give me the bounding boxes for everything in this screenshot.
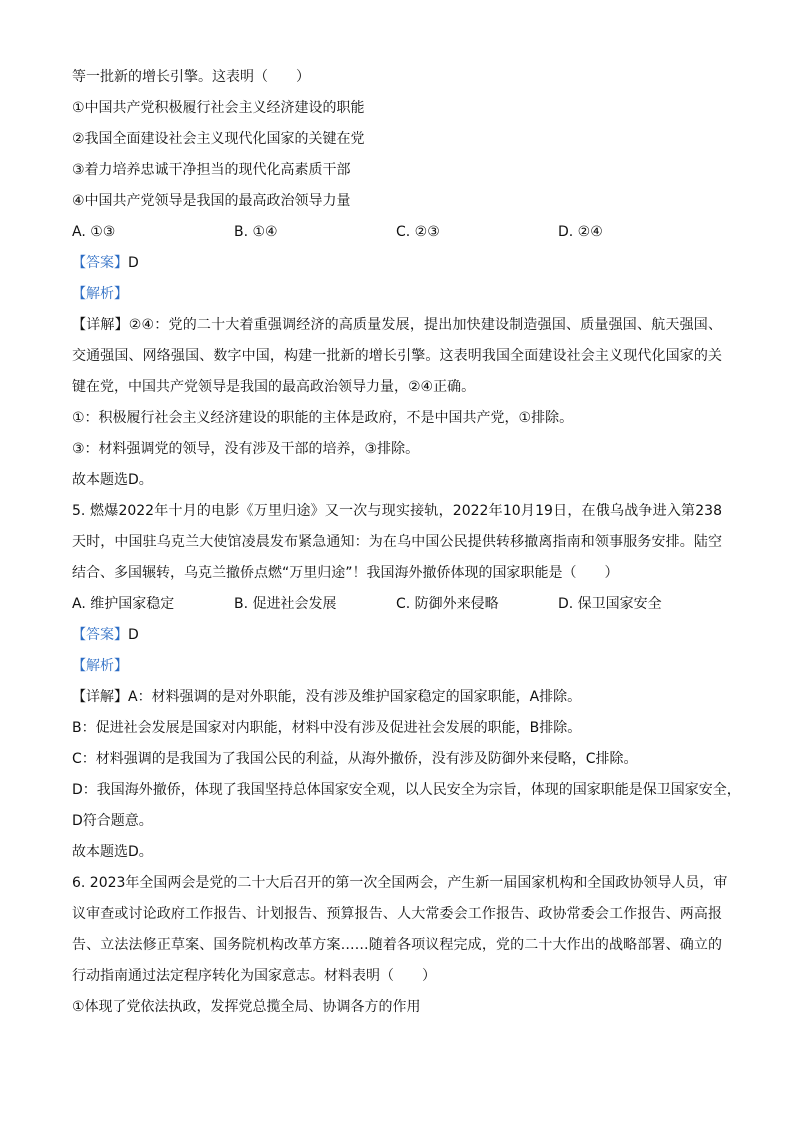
analysis-tag: 【解析】 xyxy=(72,286,128,302)
q4-detail-line-5: ③：材料强调党的领导，没有涉及干部的培养，③排除。 xyxy=(72,441,420,457)
q5-detail-line-4: D：我国海外撤侨，体现了我国坚持总体国家安全观，以人民安全为宗旨，体现的国家职能是保卫国家安全， xyxy=(72,782,741,798)
q5-options xyxy=(72,589,722,620)
q4-detail-line-1: 【详解】②④：党的二十大着重强调经济的高质量发展，提出加快建设制造强国、质量强国、航天强国、 xyxy=(72,317,722,333)
detail-tag: 【详解】 xyxy=(72,317,129,333)
q5-answer xyxy=(72,620,722,651)
q6-stem-line-1: 6. 2023年全国两会是党的二十大后召开的第一次全国两会，产生新一届国家机构和全国政协领导人员，审 xyxy=(72,875,728,891)
q5-stem-line-3: 结合、多国辗转，乌克兰撤侨点燃“万里归途”！我国海外撤侨体现的国家职能是（ ） xyxy=(72,565,619,581)
q4-options xyxy=(72,217,722,248)
answer-tag: 【答案】 xyxy=(72,627,128,643)
q4-answer xyxy=(72,248,722,279)
q5-detail-line-2: B：促进社会发展是国家对内职能，材料中没有涉及促进社会发展的职能，B排除。 xyxy=(72,720,582,736)
q6-stem-line-2: 议审查或讨论政府工作报告、计划报告、预算报告、人大常委会工作报告、政协常委会工作报告、两高报 xyxy=(72,906,722,922)
q4-item-4: ④中国共产党领导是我国的最高政治领导力量 xyxy=(72,193,351,209)
q4-item-3: ③着力培养忠诚干净担当的现代化高素质干部 xyxy=(72,162,351,178)
analysis-tag: 【解析】 xyxy=(72,658,128,674)
q5-analysis xyxy=(72,651,722,682)
q4-stem-end: 等一批新的增长引擎。这表明（ ） xyxy=(72,69,310,85)
q5-conclusion: 故本题选D。 xyxy=(72,844,153,860)
q4-option-c: C. ②③ xyxy=(396,224,440,240)
q5-detail-line-5: D符合题意。 xyxy=(72,813,153,829)
q6-stem-line-3: 告、立法法修正草案、国务院机构改革方案……随着各项议程完成，党的二十大作出的战略部署、确立的 xyxy=(72,937,722,953)
q6-stem-line-4: 行动指南通过法定程序转化为国家意志。材料表明（ ） xyxy=(72,968,436,984)
q4-item-1: ①中国共产党积极履行社会主义经济建设的职能 xyxy=(72,100,365,116)
q6-item-1: ①体现了党依法执政，发挥党总揽全局、协调各方的作用 xyxy=(72,999,421,1015)
q5-option-c: C. 防御外来侵略 xyxy=(396,596,499,612)
q4-item-2: ②我国全面建设社会主义现代化国家的关键在党 xyxy=(72,131,365,147)
detail-tag: 【详解】 xyxy=(72,689,128,705)
q5-stem-line-2: 天时，中国驻乌克兰大使馆凌晨发布紧急通知：为在乌中国公民提供转移撤离指南和领事服务安排。陆空 xyxy=(72,534,722,550)
q5-detail-line-1: 【详解】A：材料强调的是对外职能，没有涉及维护国家稳定的国家职能，A排除。 xyxy=(72,689,582,705)
q5-stem-line-1: 5. 燃爆2022年十月的电影《万里归途》又一次与现实接轨，2022年10月19日，在俄乌战争进入第238 xyxy=(72,503,722,519)
q4-option-a: A. ①③ xyxy=(72,224,116,240)
q5-option-a: A. 维护国家稳定 xyxy=(72,596,175,612)
q4-analysis xyxy=(72,279,722,310)
q4-option-b: B. ①④ xyxy=(234,224,278,240)
q5-detail-line-3: C：材料强调的是我国为了我国公民的利益，从海外撤侨，没有涉及防御外来侵略，C排除。 xyxy=(72,751,638,767)
answer-tag: 【答案】 xyxy=(72,255,128,271)
q4-detail-line-2: 交通强国、网络强国、数字中国，构建一批新的增长引擎。这表明我国全面建设社会主义现代化国家的关 xyxy=(72,348,722,364)
q4-detail-line-4: ①：积极履行社会主义经济建设的职能的主体是政府，不是中国共产党，①排除。 xyxy=(72,410,574,426)
q4-option-d: D. ②④ xyxy=(558,224,603,240)
q5-option-d: D. 保卫国家安全 xyxy=(558,596,662,612)
document-page xyxy=(72,62,741,1023)
q4-detail-line-3: 键在党，中国共产党领导是我国的最高政治领导力量，②④正确。 xyxy=(72,379,476,395)
q4-conclusion: 故本题选D。 xyxy=(72,472,153,488)
answer-value: D xyxy=(128,255,139,271)
answer-value: D xyxy=(128,627,139,643)
q5-option-b: B. 促进社会发展 xyxy=(234,596,337,612)
